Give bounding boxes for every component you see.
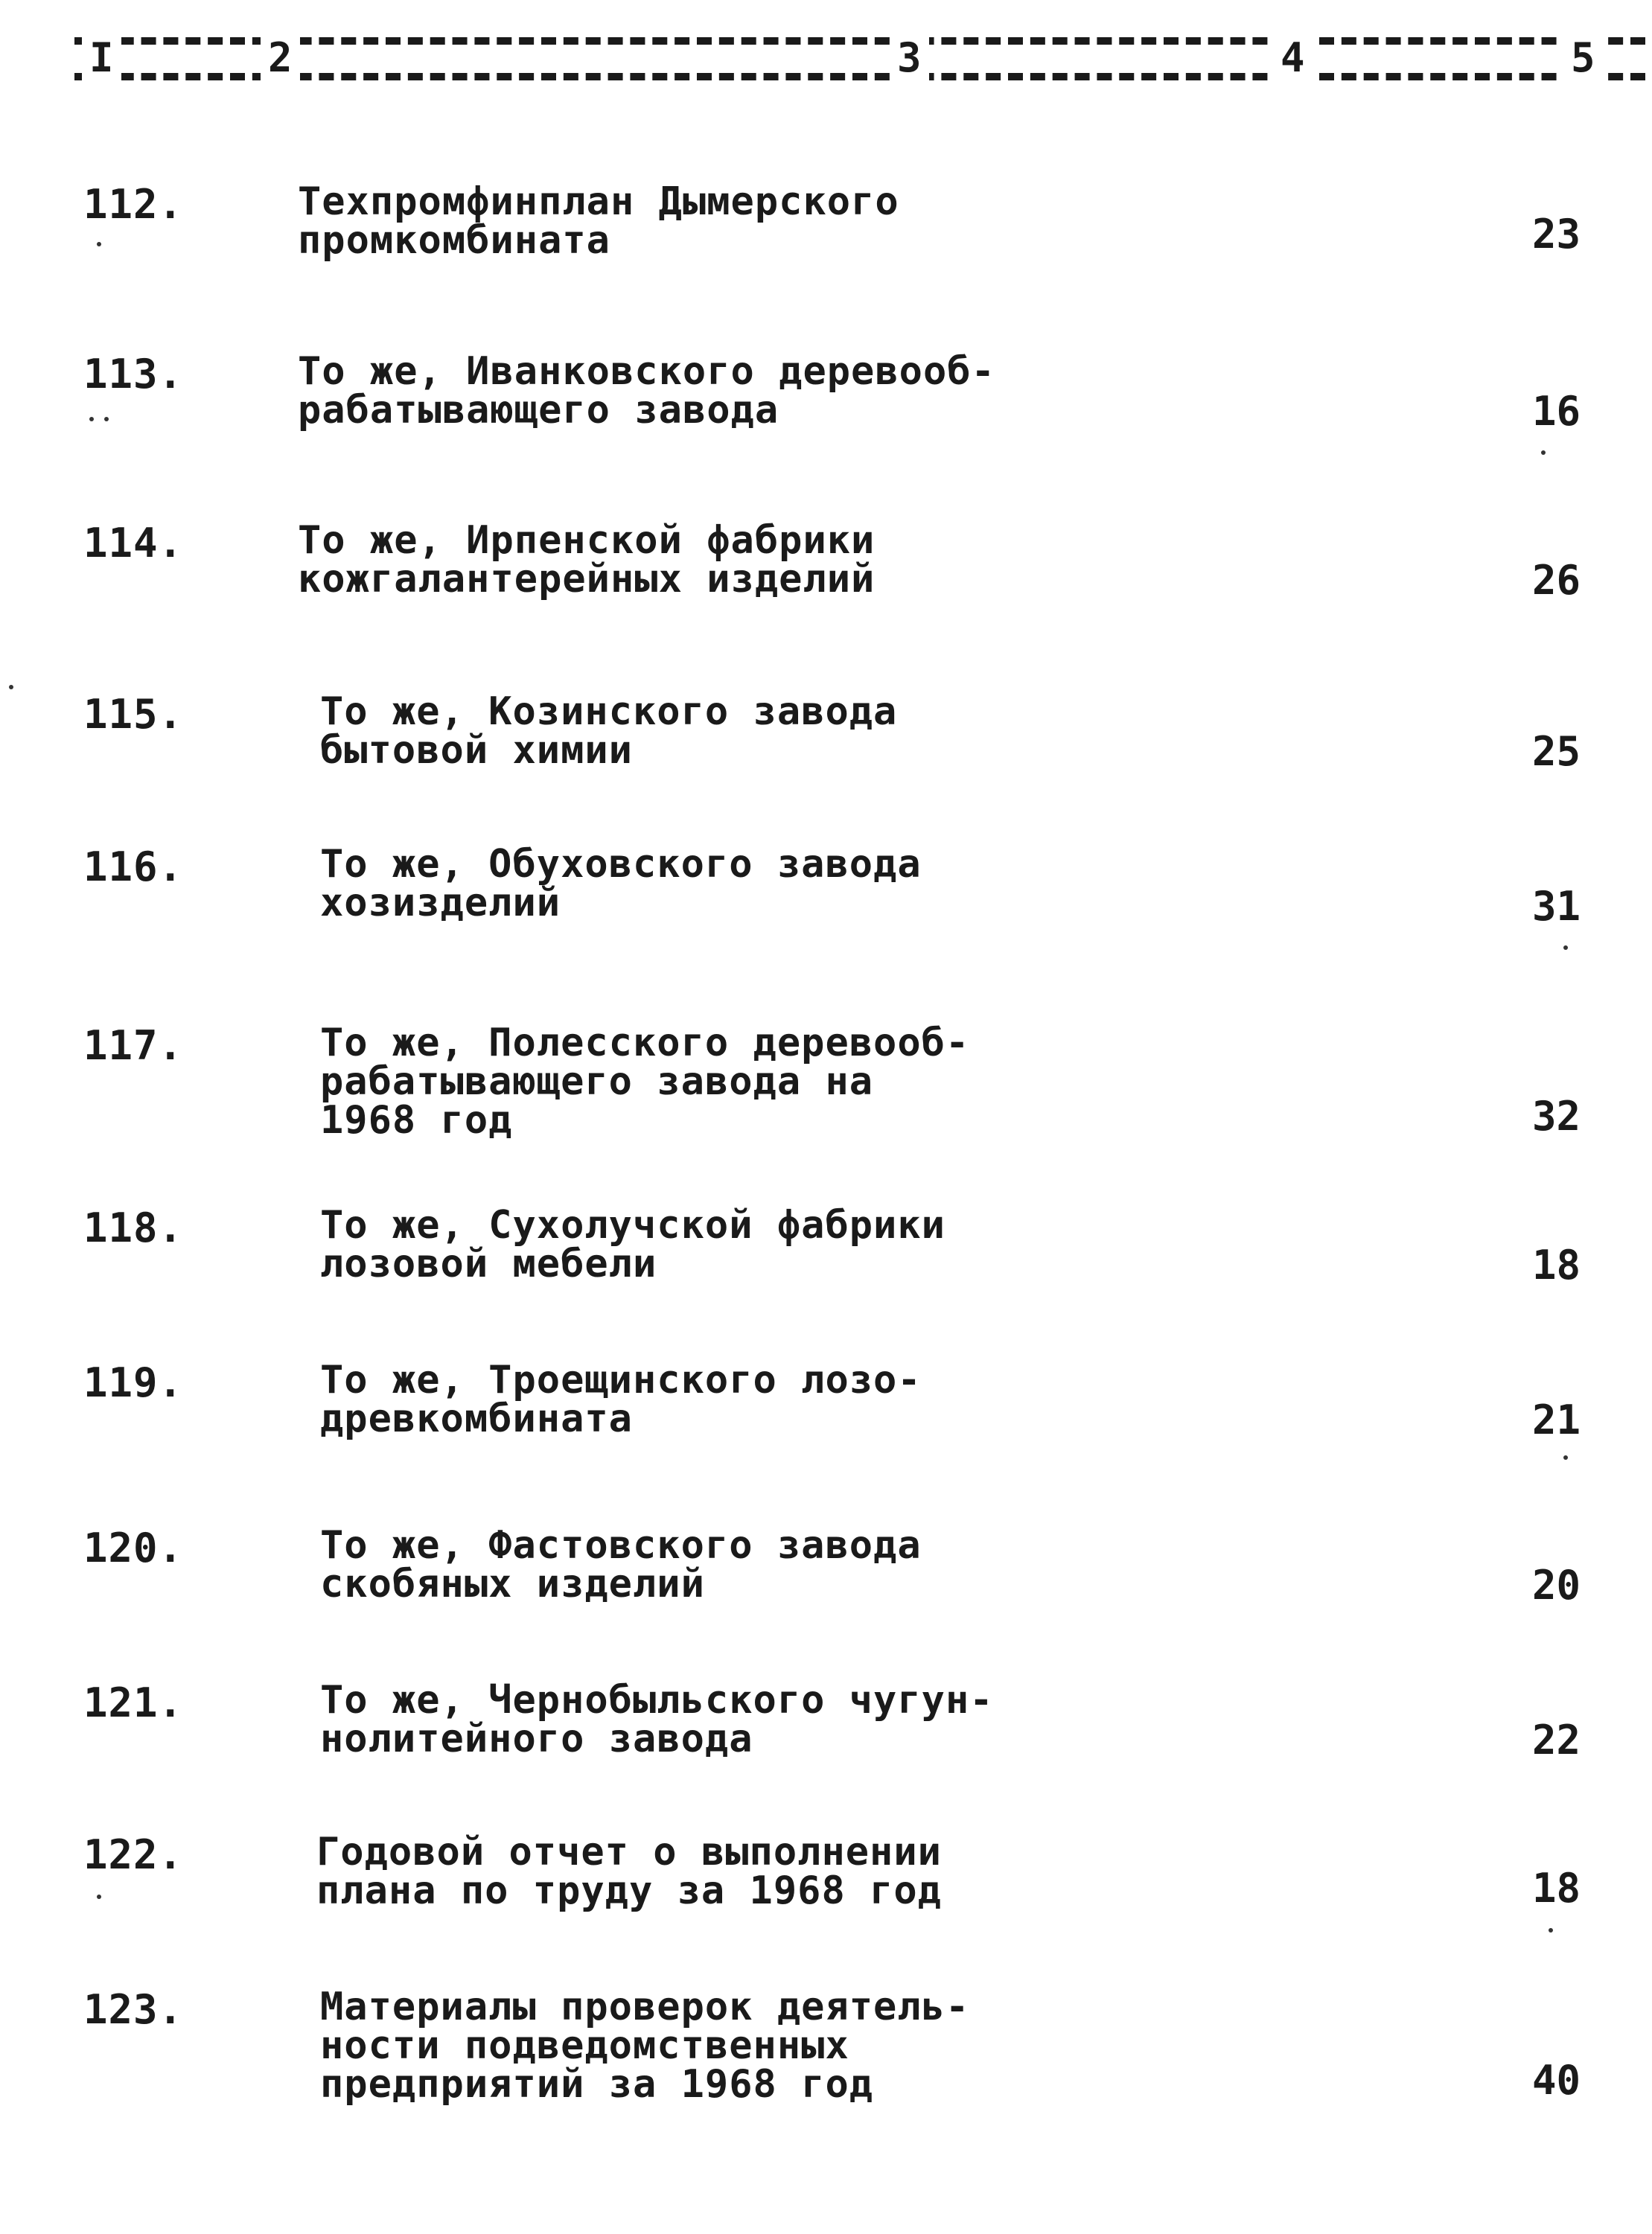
entry-number: 116. xyxy=(83,843,184,890)
entry-title xyxy=(298,349,1012,433)
entry-sheet-count: 23 xyxy=(1531,211,1581,258)
scan-speck xyxy=(97,1895,101,1899)
scan-speck xyxy=(104,417,109,421)
scan-speck xyxy=(1549,1928,1553,1933)
entry-title-line: ности подведомственных xyxy=(320,2023,849,2068)
entry-title-line: рабатывающего завода xyxy=(298,388,779,433)
entry-title xyxy=(298,179,1012,263)
header-dash-line-bottom xyxy=(74,73,1645,80)
entry-number: 115. xyxy=(83,691,184,738)
entry-title-line: Техпромфинплан Дымерского xyxy=(298,179,899,224)
entry-title-line: скобяных изделий xyxy=(320,1562,705,1606)
entry-number: 117. xyxy=(83,1022,184,1069)
entry-title-line: кожгалантерейных изделий xyxy=(298,557,876,601)
header-dash-line-top xyxy=(74,37,1645,45)
entry-title-line: предприятий за 1968 год xyxy=(320,2062,874,2107)
entry-sheet-count: 22 xyxy=(1531,1717,1581,1764)
entry-title-line: То же, Обуховского завода xyxy=(320,842,922,887)
entry-title-line: То же, Полесского деревооб- xyxy=(320,1021,970,1065)
entry-title xyxy=(320,689,1035,773)
entry-title xyxy=(320,1678,1035,1761)
entry-sheet-count: 21 xyxy=(1531,1397,1581,1443)
entry-sheet-count: 32 xyxy=(1531,1093,1581,1140)
entry-sheet-count: 18 xyxy=(1531,1865,1581,1912)
entry-title xyxy=(320,1021,1035,1143)
entry-number: 121. xyxy=(83,1679,184,1726)
scan-speck xyxy=(97,242,101,246)
entry-number: 113. xyxy=(83,351,184,398)
entry-title-line: плана по труду за 1968 год xyxy=(316,1868,942,1913)
entry-title-line: промкомбината xyxy=(298,218,610,263)
entry-title-line: 1968 год xyxy=(320,1098,513,1143)
entry-sheet-count: 16 xyxy=(1531,388,1581,435)
scan-speck xyxy=(1563,1455,1568,1460)
entry-title xyxy=(320,1523,1035,1606)
entry-title xyxy=(320,1358,1035,1441)
entry-title-line: То же, Ирпенской фабрики xyxy=(298,518,876,563)
entry-number: 120. xyxy=(83,1525,184,1571)
entry-sheet-count: 40 xyxy=(1531,2057,1581,2104)
entry-title-line: хозизделий xyxy=(320,881,561,925)
entry-title-line: То же, Троещинского лозо- xyxy=(320,1358,922,1402)
entry-number: 114. xyxy=(83,520,184,567)
column-number-3: 3 xyxy=(890,30,929,86)
entry-title-line: Материалы проверок деятель- xyxy=(320,1985,970,2029)
scan-speck xyxy=(89,417,94,421)
entry-title xyxy=(298,518,1012,601)
entry-number: 119. xyxy=(83,1359,184,1406)
entry-title-line: То же, Сухолучской фабрики xyxy=(320,1203,945,1248)
scan-speck xyxy=(1541,450,1546,455)
entry-title xyxy=(316,1830,1031,1913)
entry-title-line: нолитейного завода xyxy=(320,1717,753,1761)
entry-title-line: То же, Фастовского завода xyxy=(320,1523,922,1568)
entry-sheet-count: 26 xyxy=(1531,557,1581,604)
scan-speck xyxy=(9,685,13,689)
column-number-5: 5 xyxy=(1563,30,1603,86)
entry-title-line: То же, Иванковского деревооб- xyxy=(298,349,995,394)
column-number-rule xyxy=(74,30,1645,89)
entry-title-line: То же, Козинского завода xyxy=(320,689,898,734)
entry-number: 123. xyxy=(83,1986,184,2033)
entry-title-line: бытовой химии xyxy=(320,728,633,773)
entry-number: 118. xyxy=(83,1204,184,1251)
column-number-4: 4 xyxy=(1273,30,1313,86)
scan-speck xyxy=(1563,945,1568,950)
entry-sheet-count: 25 xyxy=(1531,728,1581,775)
entry-sheet-count: 31 xyxy=(1531,883,1581,930)
entry-title-line: лозовой мебели xyxy=(320,1242,657,1286)
entry-title-line: древкомбината xyxy=(320,1397,633,1441)
entry-title xyxy=(320,1203,1035,1286)
entry-title-line: То же, Чернобыльского чугун- xyxy=(320,1678,994,1723)
entry-title xyxy=(320,842,1035,925)
entry-title-line: Годовой отчет о выполнении xyxy=(316,1830,942,1874)
entry-number: 112. xyxy=(83,181,184,228)
entry-title xyxy=(320,1985,1035,2107)
column-number-2: 2 xyxy=(261,30,300,86)
entry-number: 122. xyxy=(83,1831,184,1878)
entry-sheet-count: 18 xyxy=(1531,1242,1581,1289)
entry-sheet-count: 20 xyxy=(1531,1562,1581,1609)
entry-title-line: рабатывающего завода на xyxy=(320,1059,874,1104)
column-number-1: I xyxy=(82,30,121,86)
